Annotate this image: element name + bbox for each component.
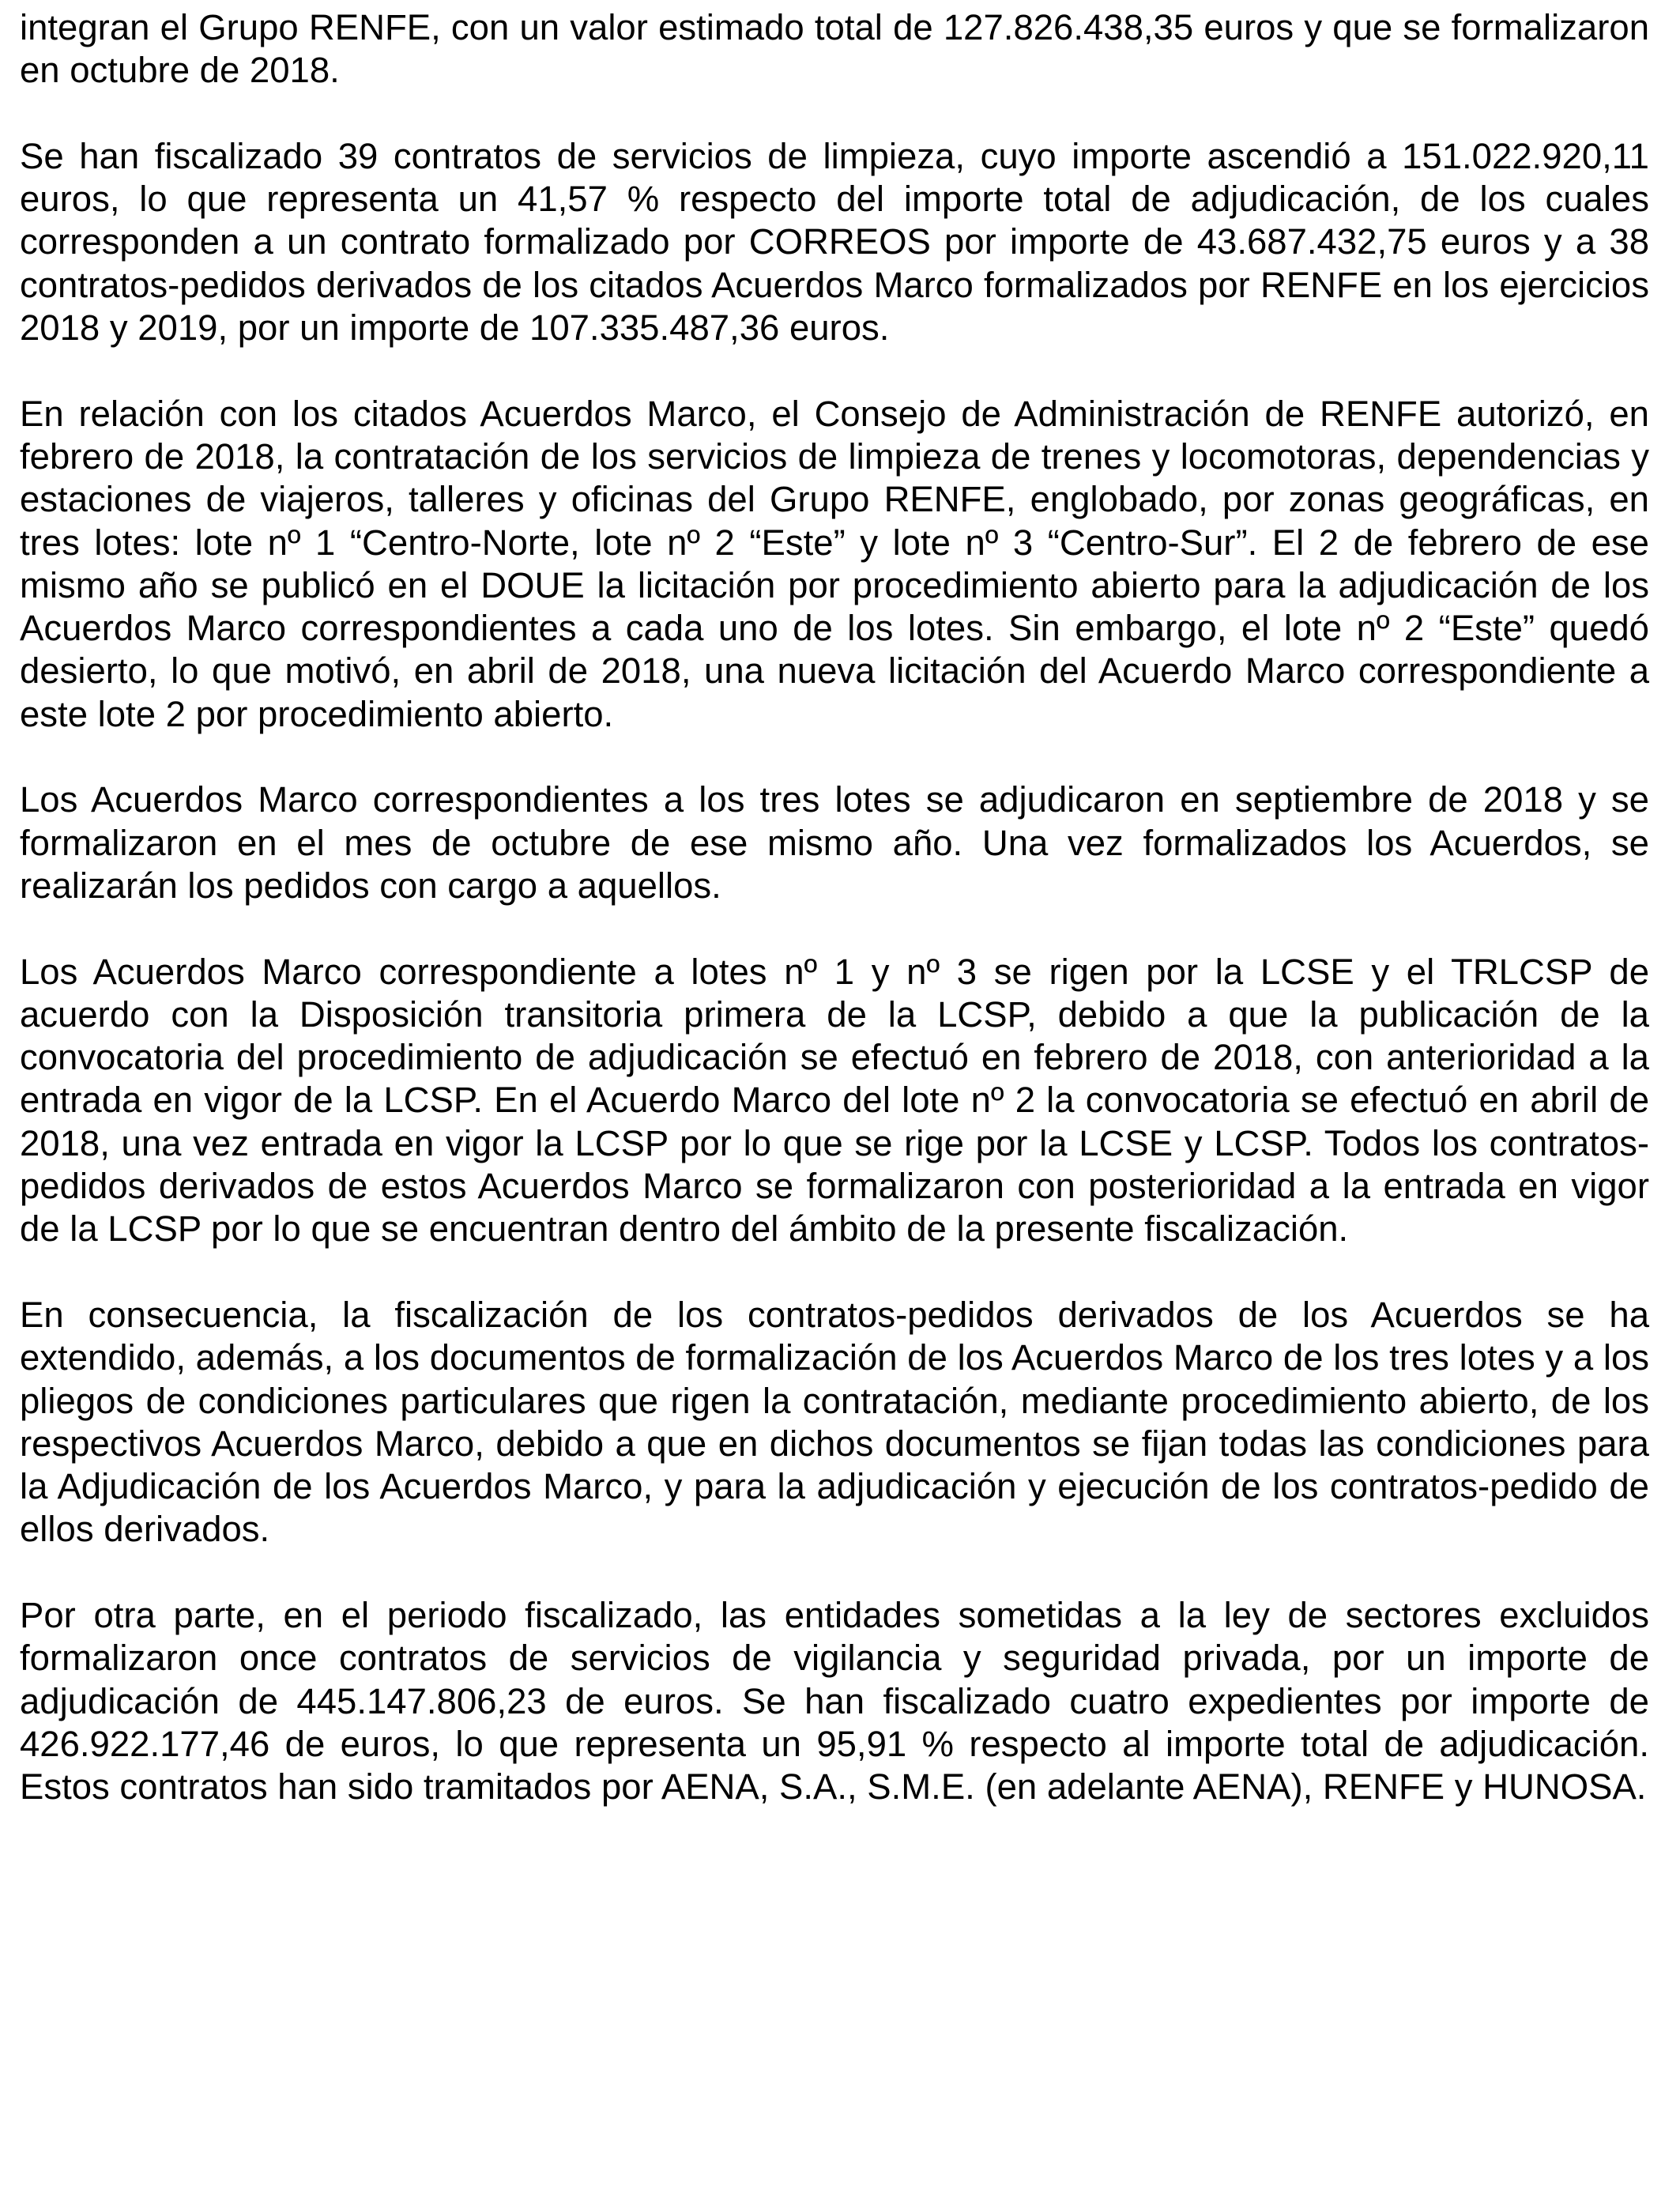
paragraph-renfe-valor-estimado: integran el Grupo RENFE, con un valor estimado total de 127.826.438,35 euros y que se formalizaron en octubre de 2018. [20,7,1649,91]
paragraph-acuerdos-marco-lotes: En relación con los citados Acuerdos Marco, el Consejo de Administración de RENFE autorizó, en febrero de 2018, la contratación de los servicios de limpieza de trenes y locomotoras, dependencias y estaciones de viajeros, talleres y oficinas del Grupo RENFE, englobado, por zonas geográficas, en tres lotes: lote nº 1 “Centro-Norte, lote nº 2 “Este” y lote nº 3 “Centro-Sur”. El 2 de febrero de ese mismo año se publicó en el DOUE la licitación por procedimiento abierto para la adjudicación de los Acuerdos Marco correspondientes a cada uno de los lotes. Sin embargo, el lote nº 2 “Este” quedó desierto, lo que motivó, en abril de 2018, una nueva licitación del Acuerdo Marco correspondiente a este lote 2 por procedimiento abierto. [20,393,1649,734]
document-body [20,6,1649,1852]
paragraph-contratos-limpieza: Se han fiscalizado 39 contratos de servicios de limpieza, cuyo importe ascendió a 151.022.920,11 euros, lo que representa un 41,57 % respecto del importe total de adjudicación, de los cuales corresponden a un contrato formalizado por CORREOS por importe de 43.687.432,75 euros y a 38 contratos-pedidos derivados de los citados Acuerdos Marco formalizados por RENFE en los ejercicios 2018 y 2019, por un importe de 107.335.487,36 euros. [20,135,1649,349]
paragraph-vigilancia-seguridad: Por otra parte, en el periodo fiscalizado, las entidades sometidas a la ley de sectores excluidos formalizaron once contratos de servicios de vigilancia y seguridad privada, por un importe de adjudicación de 445.147.806,23 de euros. Se han fiscalizado cuatro expedientes por importe de 426.922.177,46 de euros, lo que representa un 95,91 % respecto al importe total de adjudicación. Estos contratos han sido tramitados por AENA, S.A., S.M.E. (en adelante AENA), RENFE y HUNOSA. [20,1594,1649,1808]
paragraph-consecuencia-fiscalizacion: En consecuencia, la fiscalización de los contratos-pedidos derivados de los Acuerdos se ha extendido, además, a los documentos de formalización de los Acuerdos Marco de los tres lotes y a los pliegos de condiciones particulares que rigen la contratación, mediante procedimiento abierto, de los respectivos Acuerdos Marco, debido a que en dichos documentos se fijan todas las condiciones para la Adjudicación de los Acuerdos Marco, y para la adjudicación y ejecución de los contratos-pedido de ellos derivados. [20,1294,1649,1550]
paragraph-regimen-juridico: Los Acuerdos Marco correspondiente a lotes nº 1 y nº 3 se rigen por la LCSE y el TRLCSP de acuerdo con la Disposición transitoria primera de la LCSP, debido a que la publicación de la convocatoria del procedimiento de adjudicación se efectuó en febrero de 2018, con anterioridad a la entrada en vigor de la LCSP. En el Acuerdo Marco del lote nº 2 la convocatoria se efectuó en abril de 2018, una vez entrada en vigor la LCSP por lo que se rige por la LCSE y LCSP. Todos los contratos-pedidos derivados de estos Acuerdos Marco se formalizaron con posterioridad a la entrada en vigor de la LCSP por lo que se encuentran dentro del ámbito de la presente fiscalización. [20,951,1649,1250]
paragraph-adjudicacion-septiembre: Los Acuerdos Marco correspondientes a los tres lotes se adjudicaron en septiembre de 2018 y se formalizaron en el mes de octubre de ese mismo año. Una vez formalizados los Acuerdos, se realizarán los pedidos con cargo a aquellos. [20,779,1649,906]
